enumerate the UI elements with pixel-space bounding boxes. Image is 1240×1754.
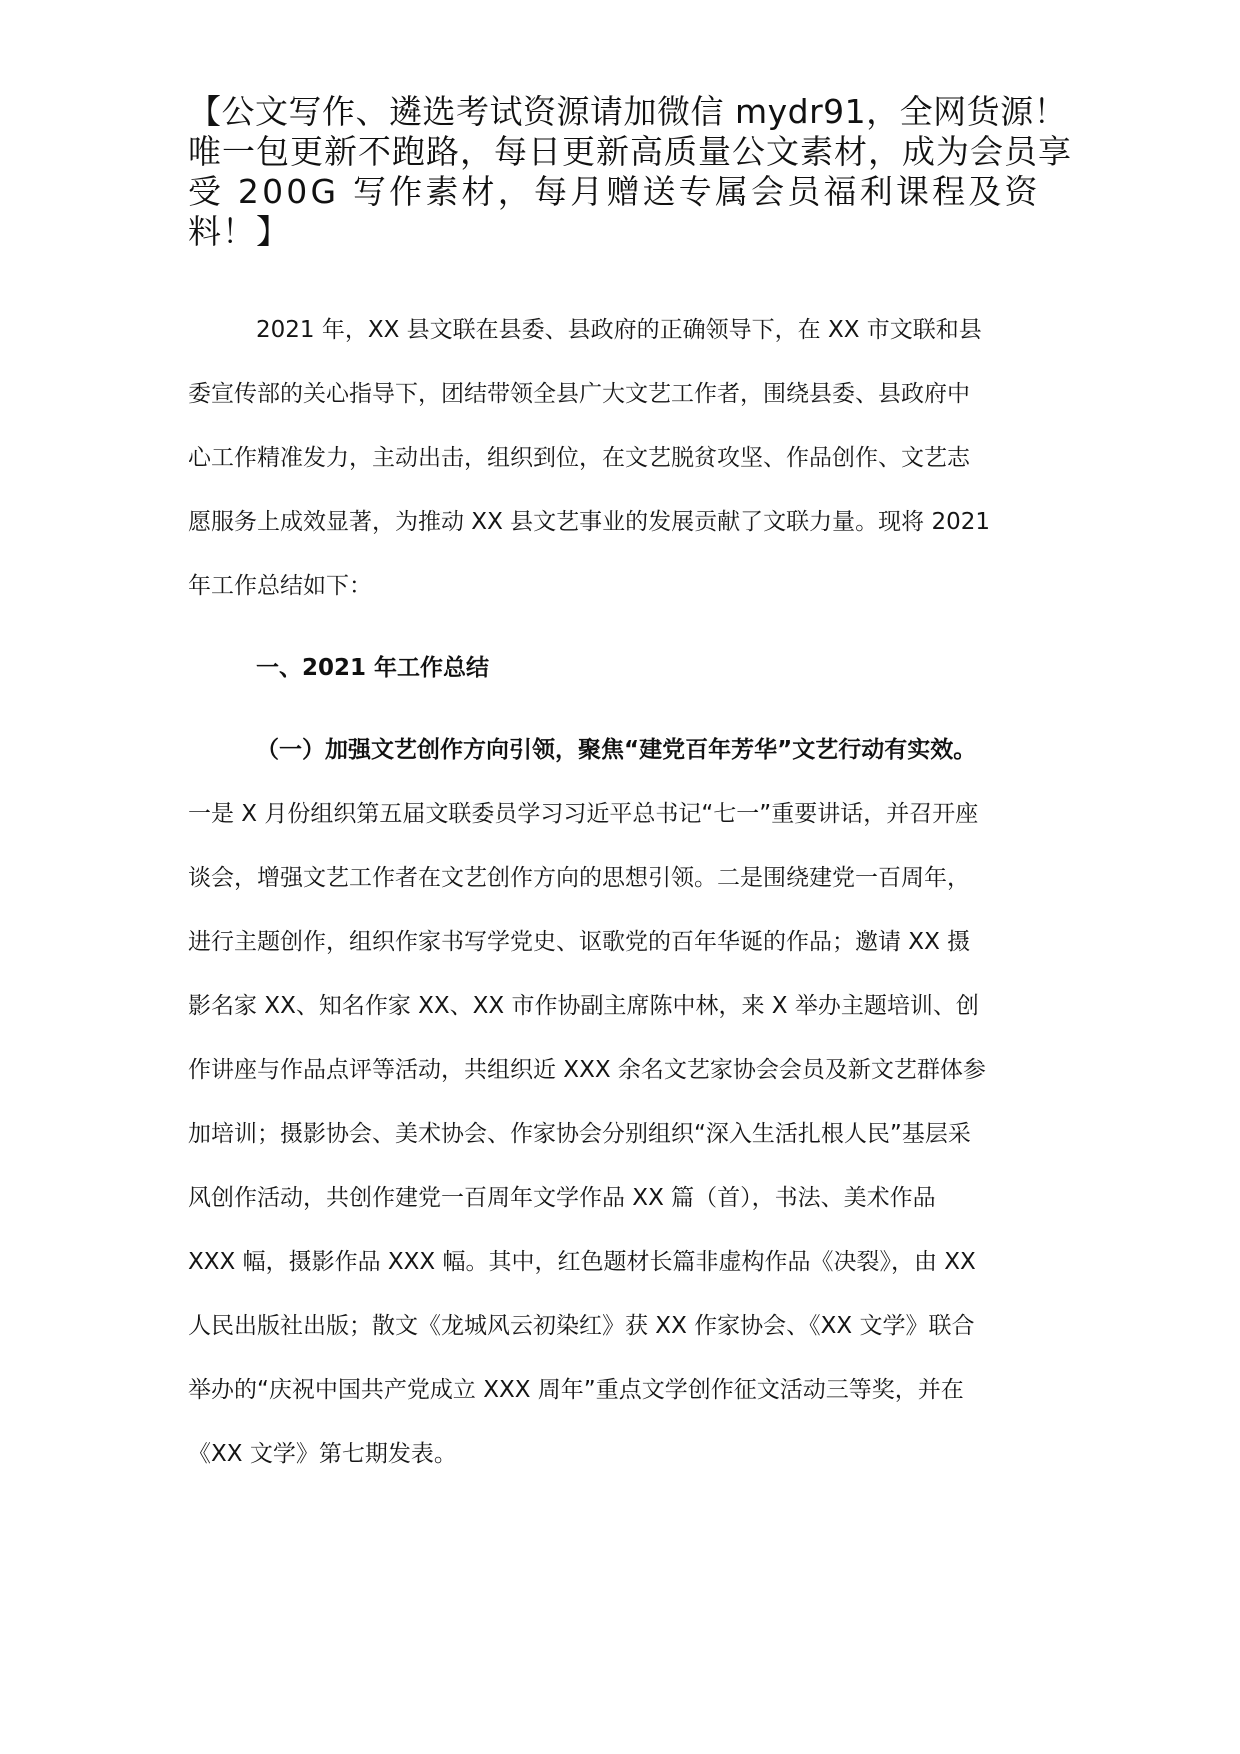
intro-line: 心工作精准发力，主动出击，组织到位，在文艺脱贫攻坚、作品创作、文艺志 bbox=[188, 445, 970, 471]
intro-line: 愿服务上成效显著，为推动 XX 县文艺事业的发展贡献了文联力量。现将 2021 bbox=[188, 509, 990, 535]
paragraph-line: 进行主题创作，组织作家书写学党史、讴歌党的百年华诞的作品；邀请 XX 摄 bbox=[188, 929, 971, 955]
paragraph-line: 一是 X 月份组织第五届文联委员学习习近平总书记“七一”重要讲话，并召开座 bbox=[188, 801, 979, 827]
banner-line: 唯一包更新不跑路，每日更新高质量公文素材，成为会员享 bbox=[188, 132, 1072, 171]
intro-line: 年工作总结如下： bbox=[188, 573, 372, 599]
paragraph-line: 加培训；摄影协会、美术协会、作家协会分别组织“深入生活扎根人民”基层采 bbox=[188, 1121, 971, 1147]
banner-line: 受 200G 写作素材，每月赠送专属会员福利课程及资 bbox=[188, 172, 1041, 211]
paragraph-line: 风创作活动，共创作建党一百周年文学作品 XX 篇（首），书法、美术作品 bbox=[188, 1185, 936, 1211]
promo-banner bbox=[188, 92, 1088, 252]
section-heading: 一、2021 年工作总结 bbox=[256, 655, 490, 681]
paragraph-line: XXX 幅，摄影作品 XXX 幅。其中，红色题材长篇非虚构作品《决裂》，由 XX bbox=[188, 1249, 976, 1275]
paragraph-line: 作讲座与作品点评等活动，共组织近 XXX 余名文艺家协会会员及新文艺群体参 bbox=[188, 1057, 986, 1083]
paragraph-line: 谈会，增强文艺工作者在文艺创作方向的思想引领。二是围绕建党一百周年， bbox=[188, 865, 970, 891]
banner-line: 料！】 bbox=[188, 212, 290, 251]
subsection-heading: （一）加强文艺创作方向引领，聚焦“建党百年芳华”文艺行动有实效。 bbox=[256, 737, 977, 763]
intro-line: 2021 年，XX 县文联在县委、县政府的正确领导下，在 XX 市文联和县 bbox=[256, 317, 982, 343]
intro-line: 委宣传部的关心指导下，团结带领全县广大文艺工作者，围绕县委、县政府中 bbox=[188, 381, 970, 407]
paragraph-line: 举办的“庆祝中国共产党成立 XXX 周年”重点文学创作征文活动三等奖，并在 bbox=[188, 1377, 964, 1403]
paragraph-line: 《XX 文学》第七期发表。 bbox=[188, 1441, 457, 1467]
banner-line: 【公文写作、遴选考试资源请加微信 mydr91，全网货源！ bbox=[188, 92, 1068, 131]
paragraph-line: 影名家 XX、知名作家 XX、XX 市作协副主席陈中林，来 X 举办主题培训、创 bbox=[188, 993, 979, 1019]
paragraph-line: 人民出版社出版；散文《龙城风云初染红》获 XX 作家协会、《XX 文学》联合 bbox=[188, 1313, 975, 1339]
